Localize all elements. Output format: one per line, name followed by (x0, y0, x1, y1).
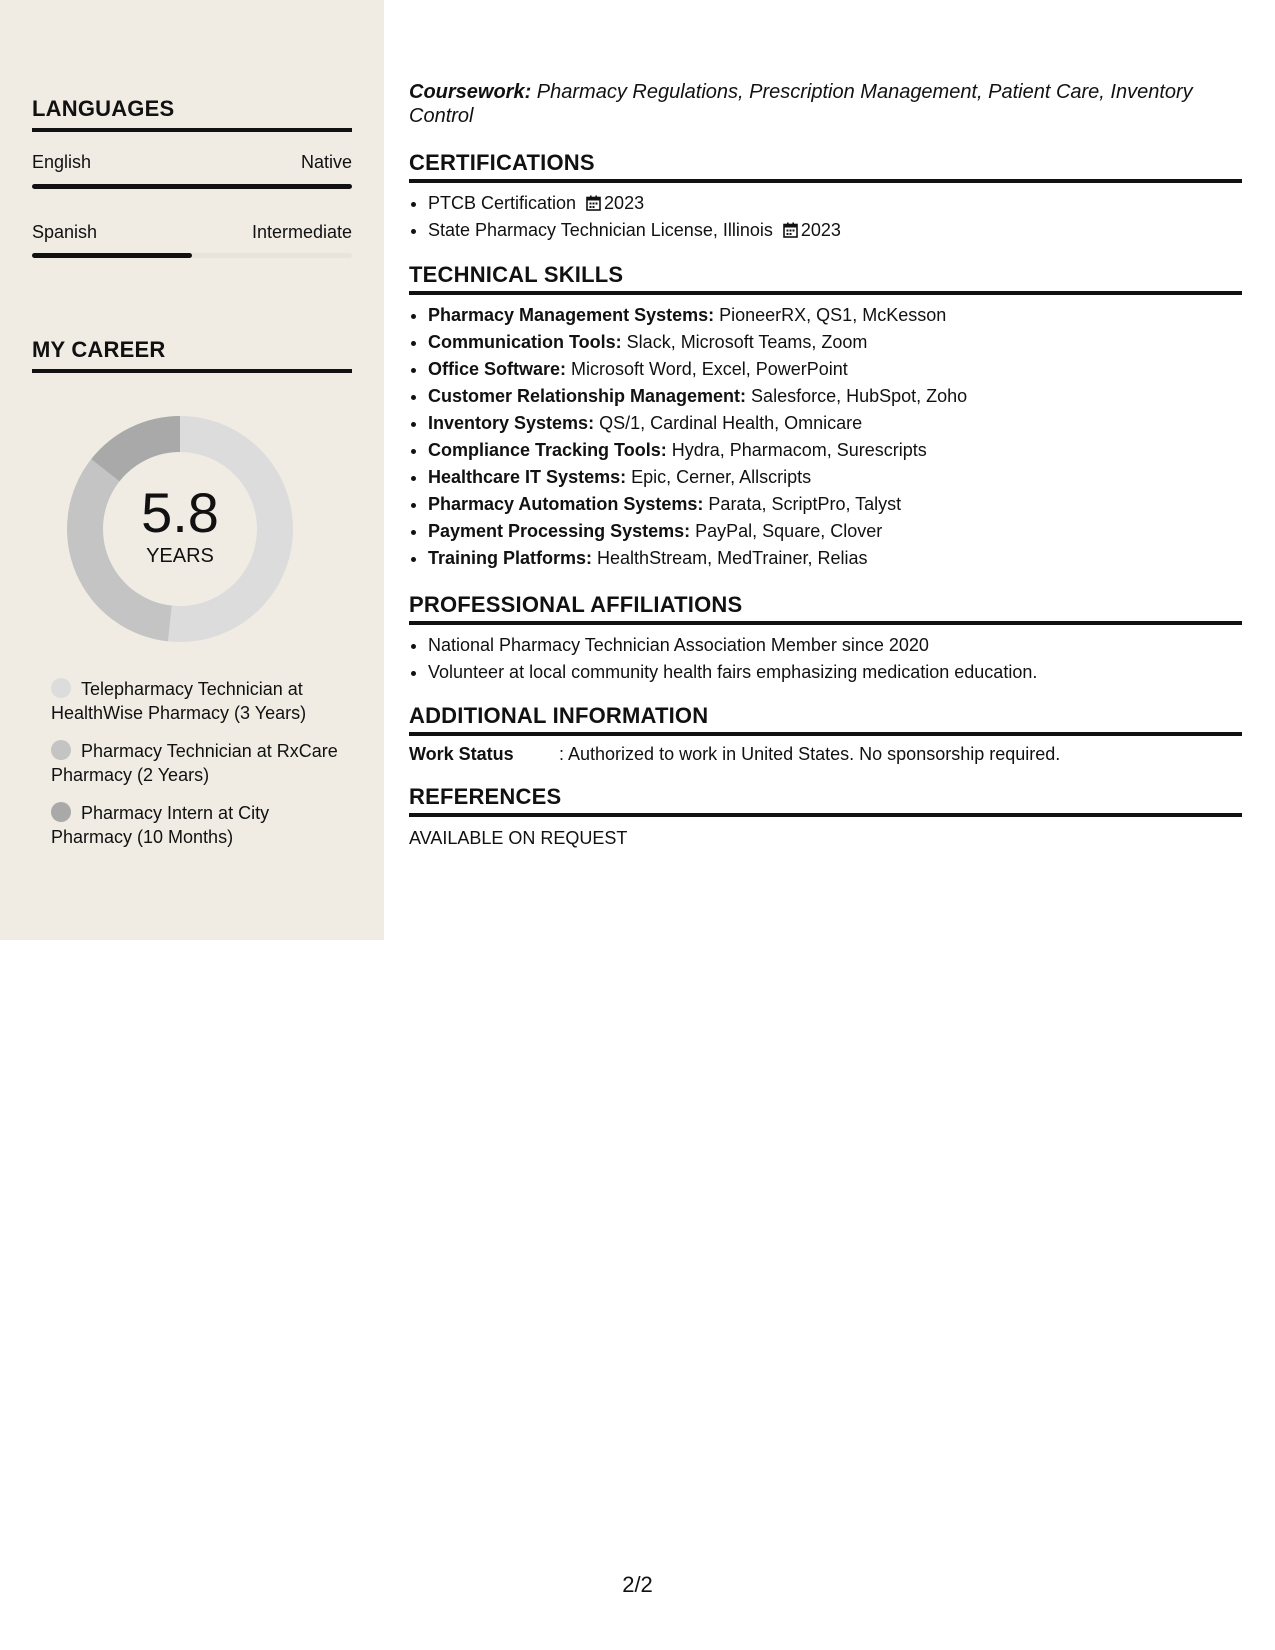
references-text: AVAILABLE ON REQUEST (409, 828, 628, 848)
language-level: Native (300, 152, 352, 172)
language-proficiency-bar (32, 253, 352, 258)
skill-item (428, 545, 1242, 572)
language-row (32, 152, 352, 173)
legend-dot-icon (51, 740, 71, 760)
legend-dot-icon (51, 678, 71, 698)
skill-category: Inventory Systems: (428, 413, 595, 433)
additional-info-heading: ADDITIONAL INFORMATION (409, 703, 1242, 736)
skill-category: Pharmacy Management Systems: (428, 305, 715, 325)
page-number: 2/2 (622, 1572, 653, 1597)
skill-item (428, 437, 1242, 464)
skill-values: QS/1, Cardinal Health, Omnicare (594, 413, 863, 433)
work-status-label: Work Status (409, 744, 514, 764)
skill-values: Microsoft Word, Excel, PowerPoint (566, 359, 848, 379)
references-heading: REFERENCES (409, 784, 1242, 817)
career-total-unit: YEARS (146, 544, 214, 567)
certifications-list (409, 190, 1242, 244)
coursework-text: Pharmacy Regulations, Prescription Management, Patient Care, Inventory Control (409, 81, 1193, 127)
legend-dot-icon (51, 802, 71, 822)
calendar-icon (783, 222, 798, 238)
skill-item (428, 464, 1242, 491)
skill-item (428, 491, 1242, 518)
career-donut-chart (66, 415, 294, 643)
languages-heading: LANGUAGES (32, 96, 352, 132)
skill-item (428, 356, 1242, 383)
affiliations-heading: PROFESSIONAL AFFILIATIONS (409, 592, 1242, 625)
affiliation-item: • National Pharmacy Technician Association Member since 2020 (428, 632, 1242, 659)
skill-item (428, 518, 1242, 545)
skill-values: Hydra, Pharmacom, Surescripts (666, 440, 927, 460)
career-heading: MY CAREER (32, 337, 352, 373)
work-status-row (409, 744, 1060, 765)
certification-name: PTCB Certification (428, 193, 577, 213)
certification-year: 2023 (800, 220, 841, 240)
skill-item (428, 302, 1242, 329)
language-level: Intermediate (251, 222, 352, 242)
skill-values: Salesforce, HubSpot, Zoho (746, 386, 968, 406)
affiliations-list (409, 632, 1242, 686)
skills-list (409, 302, 1242, 572)
affiliation-item: • Volunteer at local community health fairs emphasizing medication education. (428, 659, 1242, 686)
skill-category: Office Software: (428, 359, 567, 379)
skill-item (428, 410, 1242, 437)
language-proficiency-bar (32, 184, 352, 189)
skill-category: Communication Tools: (428, 332, 622, 352)
language-row (32, 222, 352, 243)
skill-item (428, 329, 1242, 356)
certification-name: State Pharmacy Technician License, Illinois (428, 220, 773, 240)
skill-category: Training Platforms: (428, 548, 593, 568)
skill-values: PayPal, Square, Clover (690, 521, 883, 541)
coursework-label: Coursework: (409, 81, 532, 103)
career-legend-label: Pharmacy Technician at RxCare Pharmacy (2 Years) (51, 741, 338, 785)
skill-category: Healthcare IT Systems: (428, 467, 627, 487)
language-name: Spanish (32, 222, 98, 242)
certification-item (428, 190, 1242, 217)
career-donut-center (66, 415, 294, 643)
certification-item (428, 217, 1242, 244)
certification-year: 2023 (604, 193, 645, 213)
language-name: English (32, 152, 92, 172)
career-legend-label: Pharmacy Intern at City Pharmacy (10 Months) (51, 803, 270, 847)
calendar-icon (586, 195, 601, 211)
language-proficiency-fill (32, 184, 352, 189)
work-status-value: : Authorized to work in United States. No sponsorship required. (559, 744, 1061, 764)
skill-values: HealthStream, MedTrainer, Relias (592, 548, 868, 568)
skill-category: Payment Processing Systems: (428, 521, 691, 541)
career-legend-item (51, 801, 341, 849)
sidebar (0, 0, 384, 940)
language-proficiency-fill (32, 253, 192, 258)
skill-values: Epic, Cerner, Allscripts (626, 467, 812, 487)
skill-values: Slack, Microsoft Teams, Zoom (621, 332, 868, 352)
career-legend-item (51, 677, 341, 725)
career-legend-label: Telepharmacy Technician at HealthWise Pharmacy (3 Years) (51, 679, 307, 723)
skill-category: Compliance Tracking Tools: (428, 440, 667, 460)
skill-category: Pharmacy Automation Systems: (428, 494, 704, 514)
certifications-heading: CERTIFICATIONS (409, 150, 1242, 183)
career-legend-item (51, 739, 341, 787)
skill-item (428, 383, 1242, 410)
skills-heading: TECHNICAL SKILLS (409, 262, 1242, 295)
skill-values: PioneerRX, QS1, McKesson (714, 305, 947, 325)
coursework (409, 80, 1242, 128)
career-total-years: 5.8 (141, 480, 219, 544)
skill-values: Parata, ScriptPro, Talyst (703, 494, 902, 514)
skill-category: Customer Relationship Management: (428, 386, 747, 406)
